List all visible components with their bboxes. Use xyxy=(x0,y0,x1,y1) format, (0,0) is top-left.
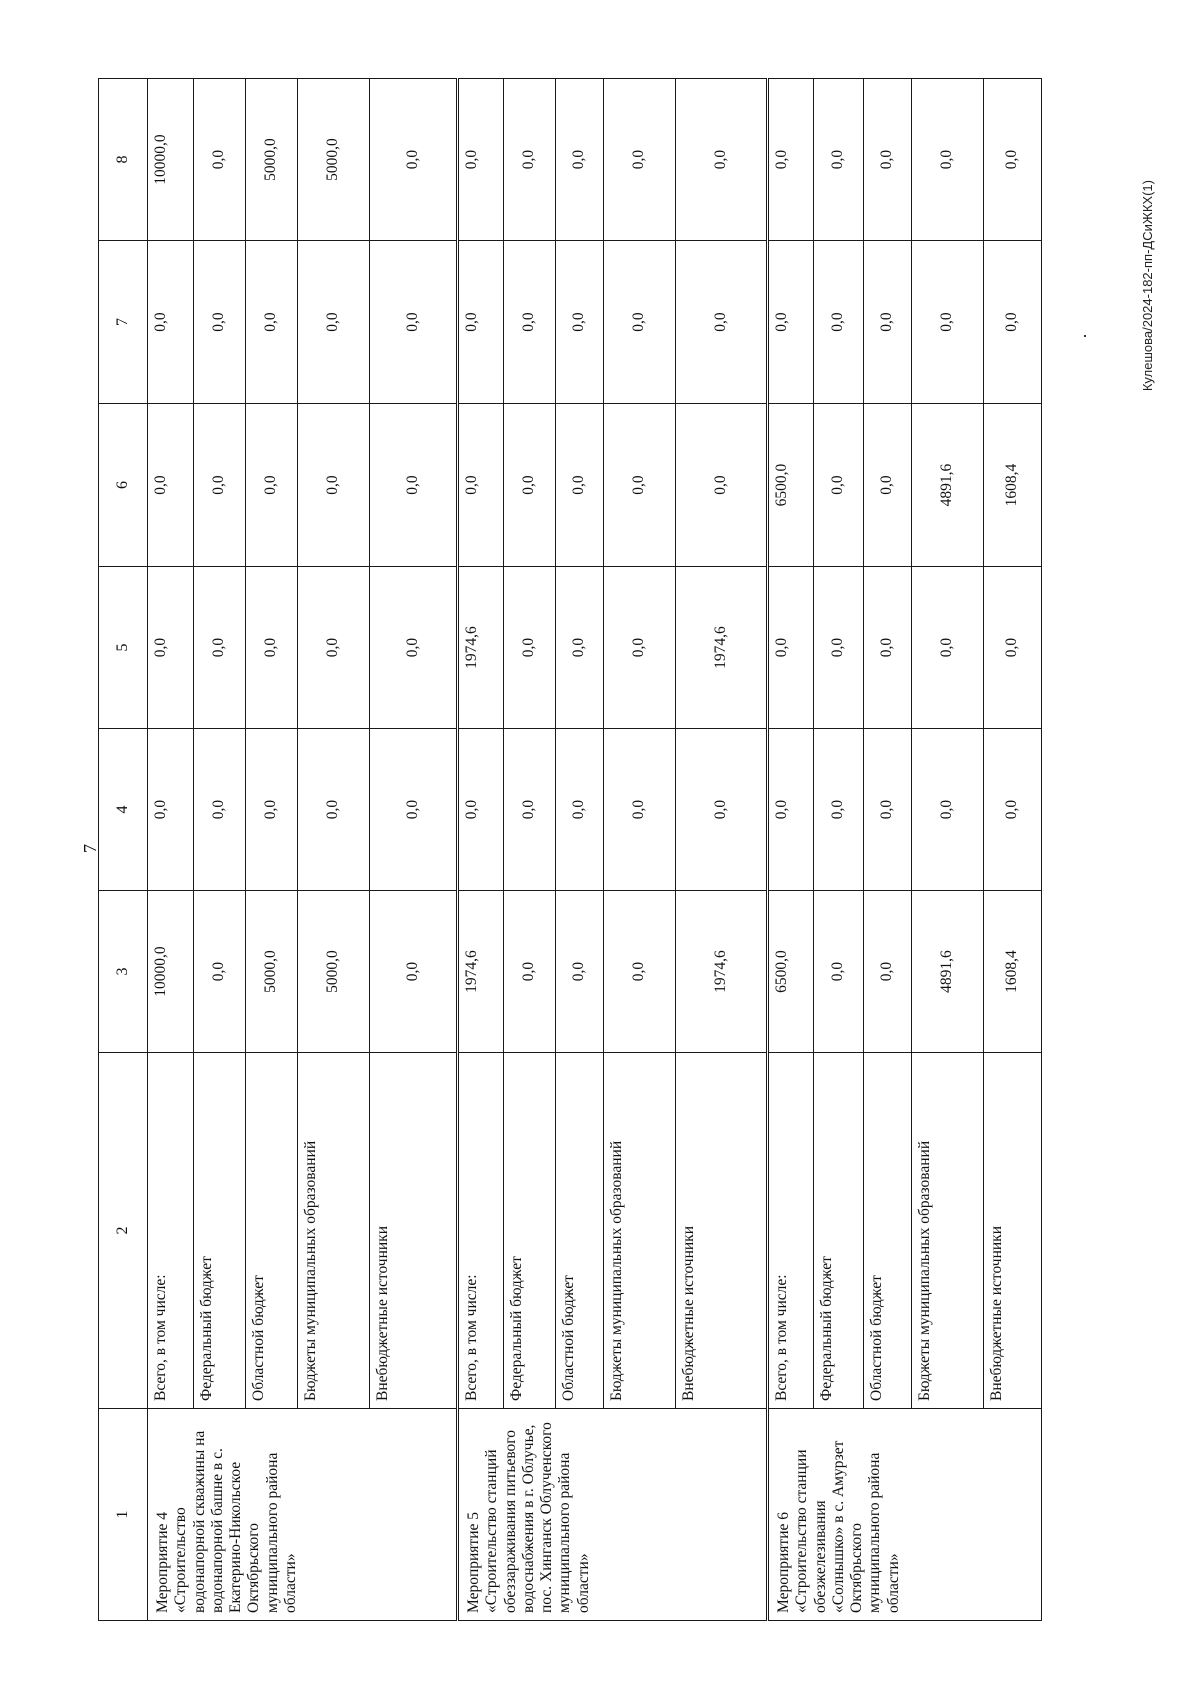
funding-source-cell: Всего, в том числе: xyxy=(458,1053,504,1409)
amount-cell-col-6: 0,0 xyxy=(676,404,768,567)
amount-cell-col-4: 0,0 xyxy=(912,729,984,891)
amount-cell-col-3: 1974,6 xyxy=(458,891,504,1053)
event-name-cell: Мероприятие 5 «Строительство станций обеззараживания питьевого водоснабжения в г. Облучье, пос. Хинганск Облученского муниципального района области» xyxy=(458,1409,768,1621)
amount-cell-col-3: 0,0 xyxy=(370,891,458,1053)
amount-cell-col-6: 0,0 xyxy=(604,404,676,567)
funding-source-cell: Федеральный бюджет xyxy=(504,1053,556,1409)
funding-source-cell: Федеральный бюджет xyxy=(194,1053,246,1409)
amount-cell-col-5: 0,0 xyxy=(768,567,814,729)
amount-cell-col-6: 0,0 xyxy=(504,404,556,567)
funding-source-cell: Областной бюджет xyxy=(556,1053,604,1409)
amount-cell-col-4: 0,0 xyxy=(984,729,1042,891)
amount-cell-col-7: 0,0 xyxy=(458,241,504,404)
amount-cell-col-4: 0,0 xyxy=(814,729,864,891)
amount-cell-col-4: 0,0 xyxy=(504,729,556,891)
amount-cell-col-5: 0,0 xyxy=(984,567,1042,729)
financing-table xyxy=(98,78,1042,1621)
amount-cell-col-4: 0,0 xyxy=(676,729,768,891)
amount-cell-col-8: 0,0 xyxy=(556,79,604,241)
funding-source-cell: Внебюджетные источники xyxy=(676,1053,768,1409)
amount-cell-col-8: 0,0 xyxy=(676,79,768,241)
amount-cell-col-6: 6500,0 xyxy=(768,404,814,567)
amount-cell-col-4: 0,0 xyxy=(768,729,814,891)
amount-cell-col-6: 0,0 xyxy=(194,404,246,567)
amount-cell-col-7: 0,0 xyxy=(504,241,556,404)
funding-source-cell: Внебюджетные источники xyxy=(370,1053,458,1409)
amount-cell-col-6: 0,0 xyxy=(370,404,458,567)
amount-cell-col-5: 0,0 xyxy=(298,567,370,729)
amount-cell-col-5: 0,0 xyxy=(370,567,458,729)
amount-cell-col-6: 0,0 xyxy=(458,404,504,567)
amount-cell-col-7: 0,0 xyxy=(556,241,604,404)
table-body xyxy=(148,79,1042,1621)
event-name-cell: Мероприятие 4 «Строительство водонапорной скважины на водонапорной башне в с. Екатерино-Никольское Октябрьского муниципального района области» xyxy=(148,1409,458,1621)
amount-cell-col-3: 4891,6 xyxy=(912,891,984,1053)
funding-source-cell: Областной бюджет xyxy=(864,1053,912,1409)
amount-cell-col-5: 0,0 xyxy=(912,567,984,729)
amount-cell-col-8: 10000,0 xyxy=(148,79,194,241)
amount-cell-col-8: 0,0 xyxy=(370,79,458,241)
amount-cell-col-3: 0,0 xyxy=(504,891,556,1053)
column-header-4: 4 xyxy=(99,729,148,891)
table-row xyxy=(864,79,912,1621)
column-header-8: 8 xyxy=(99,79,148,241)
amount-cell-col-8: 0,0 xyxy=(864,79,912,241)
funding-source-cell: Федеральный бюджет xyxy=(814,1053,864,1409)
amount-cell-col-8: 0,0 xyxy=(504,79,556,241)
table-row xyxy=(458,79,504,1621)
amount-cell-col-4: 0,0 xyxy=(194,729,246,891)
amount-cell-col-3: 5000,0 xyxy=(246,891,298,1053)
amount-cell-col-8: 5000,0 xyxy=(246,79,298,241)
amount-cell-col-4: 0,0 xyxy=(246,729,298,891)
amount-cell-col-7: 0,0 xyxy=(298,241,370,404)
table-row xyxy=(148,79,194,1621)
table-row xyxy=(194,79,246,1621)
amount-cell-col-6: 0,0 xyxy=(864,404,912,567)
column-header-5: 5 xyxy=(99,567,148,729)
amount-cell-col-8: 0,0 xyxy=(768,79,814,241)
table-row xyxy=(504,79,556,1621)
amount-cell-col-7: 0,0 xyxy=(246,241,298,404)
funding-source-cell: Областной бюджет xyxy=(246,1053,298,1409)
amount-cell-col-7: 0,0 xyxy=(604,241,676,404)
amount-cell-col-4: 0,0 xyxy=(298,729,370,891)
amount-cell-col-6: 0,0 xyxy=(298,404,370,567)
funding-source-cell: Внебюджетные источники xyxy=(984,1053,1042,1409)
table-row xyxy=(768,79,814,1621)
amount-cell-col-7: 0,0 xyxy=(814,241,864,404)
amount-cell-col-3: 6500,0 xyxy=(768,891,814,1053)
amount-cell-col-6: 4891,6 xyxy=(912,404,984,567)
column-header-7: 7 xyxy=(99,241,148,404)
amount-cell-col-3: 0,0 xyxy=(194,891,246,1053)
funding-source-cell: Бюджеты муниципальных образований xyxy=(912,1053,984,1409)
column-header-1: 1 xyxy=(99,1409,148,1621)
amount-cell-col-8: 0,0 xyxy=(814,79,864,241)
amount-cell-col-5: 0,0 xyxy=(814,567,864,729)
table-row xyxy=(604,79,676,1621)
amount-cell-col-7: 0,0 xyxy=(676,241,768,404)
amount-cell-col-5: 0,0 xyxy=(194,567,246,729)
funding-source-cell: Всего, в том числе: xyxy=(768,1053,814,1409)
amount-cell-col-3: 10000,0 xyxy=(148,891,194,1053)
amount-cell-col-8: 0,0 xyxy=(984,79,1042,241)
table-row xyxy=(298,79,370,1621)
amount-cell-col-3: 0,0 xyxy=(604,891,676,1053)
amount-cell-col-6: 0,0 xyxy=(556,404,604,567)
amount-cell-col-5: 0,0 xyxy=(148,567,194,729)
table-row xyxy=(370,79,458,1621)
amount-cell-col-8: 0,0 xyxy=(458,79,504,241)
amount-cell-col-3: 0,0 xyxy=(814,891,864,1053)
amount-cell-col-5: 0,0 xyxy=(246,567,298,729)
amount-cell-col-5: 0,0 xyxy=(556,567,604,729)
scan-dot xyxy=(1084,335,1086,337)
funding-source-cell: Бюджеты муниципальных образований xyxy=(604,1053,676,1409)
table-row xyxy=(676,79,768,1621)
amount-cell-col-5: 1974,6 xyxy=(676,567,768,729)
amount-cell-col-6: 0,0 xyxy=(148,404,194,567)
table-row xyxy=(912,79,984,1621)
amount-cell-col-4: 0,0 xyxy=(458,729,504,891)
amount-cell-col-7: 0,0 xyxy=(912,241,984,404)
amount-cell-col-4: 0,0 xyxy=(370,729,458,891)
table-header xyxy=(99,79,148,1621)
amount-cell-col-6: 1608,4 xyxy=(984,404,1042,567)
amount-cell-col-7: 0,0 xyxy=(864,241,912,404)
amount-cell-col-3: 0,0 xyxy=(556,891,604,1053)
amount-cell-col-8: 0,0 xyxy=(912,79,984,241)
column-header-3: 3 xyxy=(99,891,148,1053)
document-code: Кулешова/2024-182-пп-ДСиЖКХ(1) xyxy=(1140,180,1155,392)
amount-cell-col-7: 0,0 xyxy=(194,241,246,404)
amount-cell-col-5: 1974,6 xyxy=(458,567,504,729)
table-row xyxy=(556,79,604,1621)
amount-cell-col-3: 0,0 xyxy=(864,891,912,1053)
table-row xyxy=(814,79,864,1621)
funding-source-cell: Всего, в том числе: xyxy=(148,1053,194,1409)
amount-cell-col-3: 1608,4 xyxy=(984,891,1042,1053)
amount-cell-col-5: 0,0 xyxy=(604,567,676,729)
amount-cell-col-7: 0,0 xyxy=(768,241,814,404)
amount-cell-col-8: 0,0 xyxy=(604,79,676,241)
column-header-6: 6 xyxy=(99,404,148,567)
amount-cell-col-4: 0,0 xyxy=(556,729,604,891)
amount-cell-col-6: 0,0 xyxy=(814,404,864,567)
amount-cell-col-3: 5000,0 xyxy=(298,891,370,1053)
amount-cell-col-4: 0,0 xyxy=(148,729,194,891)
amount-cell-col-7: 0,0 xyxy=(984,241,1042,404)
amount-cell-col-5: 0,0 xyxy=(864,567,912,729)
amount-cell-col-4: 0,0 xyxy=(604,729,676,891)
amount-cell-col-7: 0,0 xyxy=(370,241,458,404)
column-header-2: 2 xyxy=(99,1053,148,1409)
funding-source-cell: Бюджеты муниципальных образований xyxy=(298,1053,370,1409)
table-row xyxy=(246,79,298,1621)
amount-cell-col-8: 0,0 xyxy=(194,79,246,241)
amount-cell-col-6: 0,0 xyxy=(246,404,298,567)
amount-cell-col-3: 1974,6 xyxy=(676,891,768,1053)
amount-cell-col-7: 0,0 xyxy=(148,241,194,404)
table-row xyxy=(984,79,1042,1621)
column-number-row xyxy=(99,79,148,1621)
page-number: 7 xyxy=(80,844,100,853)
amount-cell-col-5: 0,0 xyxy=(504,567,556,729)
amount-cell-col-8: 5000,0 xyxy=(298,79,370,241)
event-name-cell: Мероприятие 6 «Строительство станции обезжелезивания «Солнышко» в с. Амурзет Октябрьского муниципального района области» xyxy=(768,1409,1042,1621)
amount-cell-col-4: 0,0 xyxy=(864,729,912,891)
